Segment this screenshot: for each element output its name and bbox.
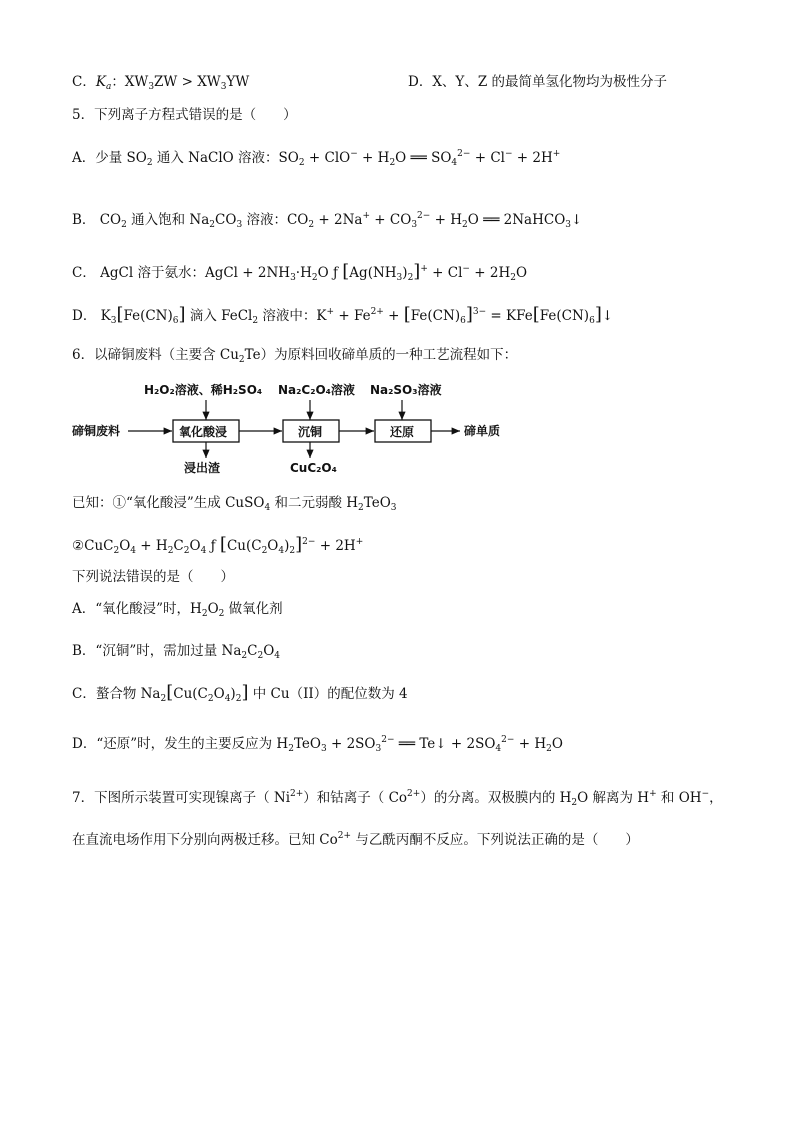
q5-option-c: C． AgCl 溶于氨水：AgCl + $2NH_3\cdot H_2O$ ƒ $[Ag(NH_3)_2]^+ + Cl^- + 2H_2O$	[72, 261, 528, 283]
option-text: ：XW	[111, 74, 149, 90]
option-text: 通入 NaClO 溶液：	[152, 150, 279, 166]
flow-reagent-1: H₂O₂溶液、稀H₂SO₄	[144, 383, 263, 397]
q6-option-d: D．“还原”时，发生的主要反应为 $H_2TeO_3 + 2SO_3^{2-}$ ══ Te↓ + $2SO_4^{2-} + H_2O$	[72, 735, 563, 754]
option-text: D．“还原”时，发生的主要反应为 H	[72, 736, 289, 752]
q6-stem: 6．以碲铜废料（主要含 $Cu_2Te$）为原料回收碲单质的一种工艺流程如下：	[72, 347, 518, 365]
flow-output-2: CuC₂O₄	[290, 461, 337, 475]
q7-stem-line-2: 在直流电场作用下分别向两极迁移。已知 $Co^{2+}$ 与乙酰丙酮不反应。下列说法正确的是（ ）	[72, 831, 639, 848]
q6-option-c: C．螯合物 $Na_2[Cu(C_2O_4)_2]$ 中 Cu（II）的配位数为 4	[72, 682, 408, 704]
q6-option-b: B．“沉铜”时，需加过量 $Na_2C_2O_4$	[72, 643, 281, 661]
process-flow-diagram	[72, 378, 532, 478]
q4-option-d: D．X、Y、Z 的最简单氢化物均为极性分子	[408, 74, 668, 90]
stem-text: 7．下图所示装置可实现镍离子（ Ni	[72, 790, 291, 806]
stem-text: O 解离为 H	[577, 790, 650, 806]
q6-option-a: A．“氧化酸浸”时，$H_2O_2$ 做氧化剂	[72, 601, 283, 619]
q6-question: 下列说法错误的是（ ）	[72, 569, 234, 585]
q5-option-a: A．少量 $SO_2$ 通入 NaClO 溶液：$SO_2 + ClO^- + H_2O$ ══ $SO_4^{2-} + Cl^- + 2H^+$	[72, 149, 561, 168]
stem-text: 在直流电场作用下分别向两极迁移。已知 Co	[72, 832, 338, 848]
option-text: 中 Cu（II）的配位数为 4	[248, 686, 408, 702]
option-text: CO	[215, 212, 237, 228]
option-text: 溶液：	[242, 212, 287, 228]
known-text: 和二元弱酸 H	[270, 495, 359, 511]
ka-symbol: K	[95, 74, 106, 90]
known-text: 已知：①“氧化酸浸”生成 CuSO	[72, 495, 265, 511]
flow-input: 碲铜废料	[72, 424, 121, 438]
option-text: A．少量 SO	[72, 150, 147, 166]
flow-reagent-2: Na₂C₂O₄溶液	[278, 383, 355, 397]
stem-text: ）的分离。双极膜内的 H	[420, 790, 572, 806]
option-text: B．“沉铜”时，需加过量 Na	[72, 643, 242, 659]
stem-text: 6．以碲铜废料（主要含 Cu	[72, 347, 239, 363]
q6-known-2: $②CuC_2O_4 + H_2C_2O_4$ ƒ $[Cu(C_2O_4)_2]^{2-} + 2H^+$	[72, 534, 364, 556]
q7-stem-line-1: 7．下图所示装置可实现镍离子（ $Ni^{2+}$）和钴离子（ $Co^{2+}$）的分离。双极膜内的 $H_2O$ 解离为 H+ 和 OH−，	[72, 789, 723, 808]
stem-text: 和 OH	[656, 790, 702, 806]
stem-text: 与乙酰丙酮不反应。下列说法正确的是（ ）	[351, 832, 639, 848]
option-text: B． CO	[72, 212, 122, 228]
option-text: 做氧化剂	[224, 601, 283, 617]
option-text: C． AgCl 溶于氨水：	[72, 265, 205, 281]
flow-reagent-3: Na₂SO₃溶液	[370, 383, 442, 397]
flow-box-3-label: 还原	[390, 425, 415, 439]
q4-option-c: C．$K_a$：$XW_3ZW > XW_3YW$	[72, 74, 250, 92]
option-text: C．螯合物 Na	[72, 686, 161, 702]
q6-known-1: 已知：①“氧化酸浸”生成 CuSO$_4$ 和二元弱酸 $H_2TeO_3$	[72, 495, 397, 513]
flow-box-2-label: 沉铜	[298, 425, 323, 439]
flow-box-1-label: 氧化酸浸	[179, 425, 228, 439]
option-text: A．“氧化酸浸”时，H	[72, 601, 202, 617]
stem-text: Te）为原料回收碲单质的一种工艺流程如下：	[244, 347, 518, 363]
option-text: 通入饱和 Na	[126, 212, 210, 228]
stem-text: ，	[709, 790, 723, 806]
option-text: D． K	[72, 308, 111, 324]
q5-option-b: B． $CO_2$ 通入饱和 $Na_2CO_3$ 溶液：$CO_2 + 2Na^+ + CO_3^{2-} + H_2O$ ══ 2NaHCO$_3$↓	[72, 211, 583, 230]
ka-sub: a	[105, 82, 112, 92]
q5-option-d: D． $K_3[Fe(CN)_6]$ 滴入 FeCl$_2$ 溶液中：$K^+ + Fe^{2+} + [Fe(CN)_6]^{3-}$ = $KFe[Fe(CN)_6]↓$	[72, 304, 614, 326]
stem-text: ）和钴离子（ Co	[303, 790, 408, 806]
flow-product: 碲单质	[464, 424, 501, 438]
flow-output-1: 浸出渣	[184, 461, 221, 475]
option-label: C．	[72, 74, 96, 90]
known-text: ②	[72, 538, 85, 554]
q5-stem: 5．下列离子方程式错误的是（ ）	[72, 107, 297, 123]
